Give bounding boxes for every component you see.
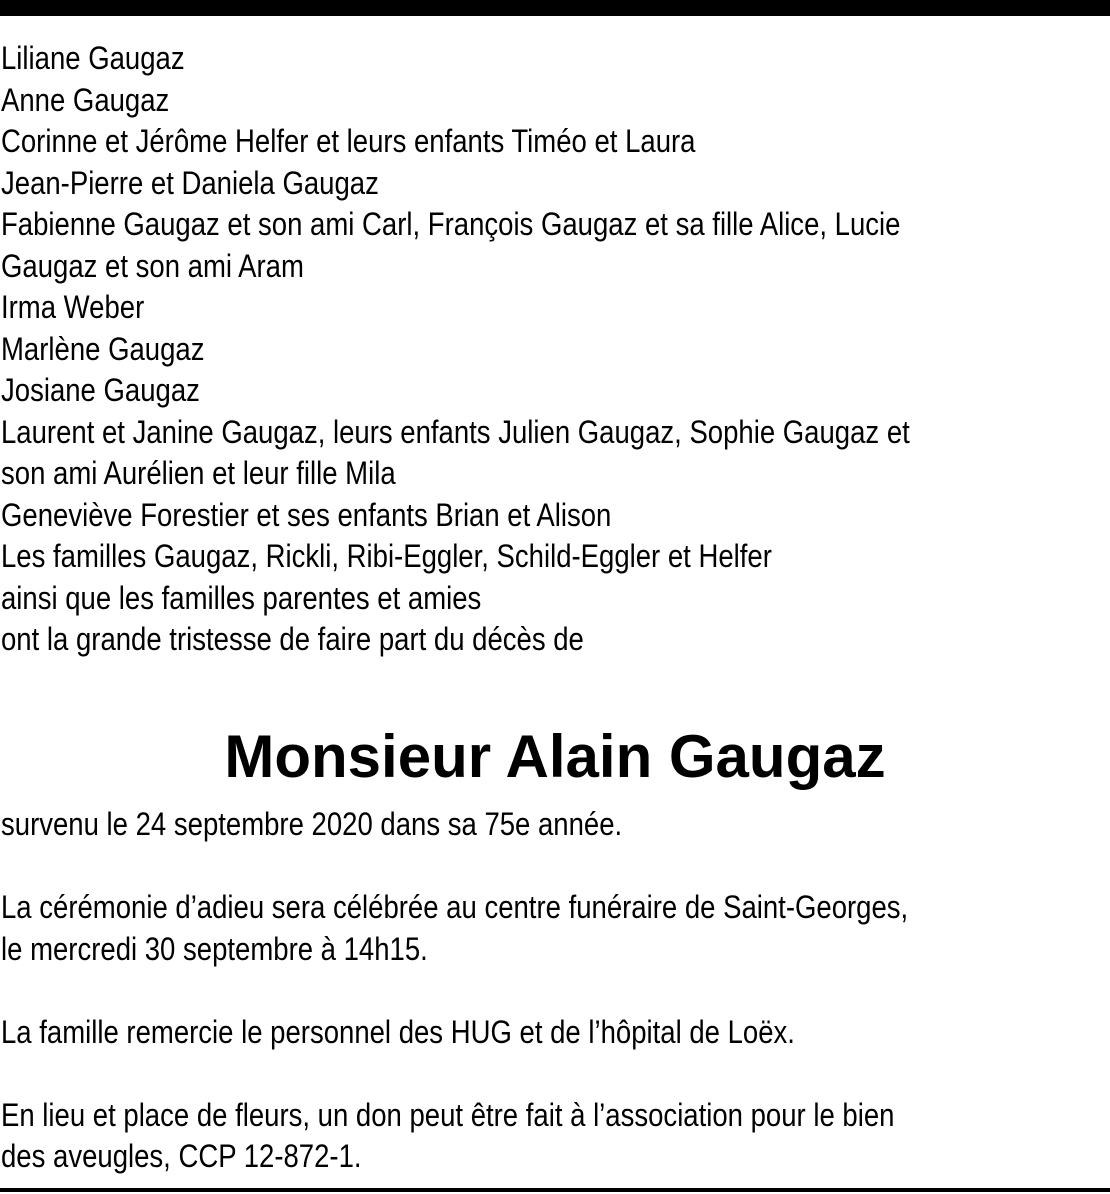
donation-info: [1, 1095, 1110, 1178]
death-notice: survenu le 24 septembre 2020 dans sa 75e année.: [1, 806, 623, 842]
details-section: [1, 804, 1110, 1178]
family-line: Corinne et Jérôme Helfer et leurs enfants Timéo et Laura: [1, 123, 696, 159]
announcement-line: ont la grande tristesse de faire part du décès de: [1, 621, 584, 657]
family-line: Fabienne Gaugaz et son ami Carl, François Gaugaz et sa fille Alice, Lucie: [1, 206, 901, 242]
family-line: Gaugaz et son ami Aram: [1, 247, 304, 284]
bottom-border-rule: [0, 1188, 1110, 1192]
family-line: Irma Weber: [1, 289, 145, 325]
donation-line-2: des aveugles, CCP 12-872-1.: [1, 1138, 362, 1174]
family-line: Geneviève Forestier et ses enfants Brian et Alison: [1, 496, 612, 533]
family-line: Laurent et Janine Gaugaz, leurs enfants Julien Gaugaz, Sophie Gaugaz et: [1, 413, 910, 450]
family-line: Jean-Pierre et Daniela Gaugaz: [1, 164, 379, 201]
ceremony-line-1: La cérémonie d’adieu sera célébrée au centre funéraire de Saint-Georges,: [1, 889, 909, 925]
family-line: Anne Gaugaz: [1, 81, 170, 118]
donation-line-1: En lieu et place de fleurs, un don peut être fait à l’association pour le bien: [1, 1096, 895, 1133]
ceremony-line-2: le mercredi 30 septembre à 14h15.: [1, 930, 428, 967]
thanks-note: La famille remercie le personnel des HUG et de l’hôpital de Loëx.: [1, 1013, 795, 1050]
ceremony-info: [1, 887, 1110, 970]
family-line: ainsi que les familles parentes et amies: [1, 579, 482, 616]
family-line: Marlène Gaugaz: [1, 330, 205, 367]
deceased-name: Monsieur Alain Gaugaz: [224, 723, 886, 790]
family-line: Les familles Gaugaz, Rickli, Ribi-Eggler, Schild-Eggler et Helfer: [1, 538, 772, 574]
family-list: [1, 38, 1101, 661]
family-line: Josiane Gaugaz: [1, 372, 200, 408]
family-line: son ami Aurélien et leur fille Mila: [1, 455, 396, 491]
family-line: Liliane Gaugaz: [1, 40, 185, 76]
top-border-rule: [0, 0, 1110, 16]
